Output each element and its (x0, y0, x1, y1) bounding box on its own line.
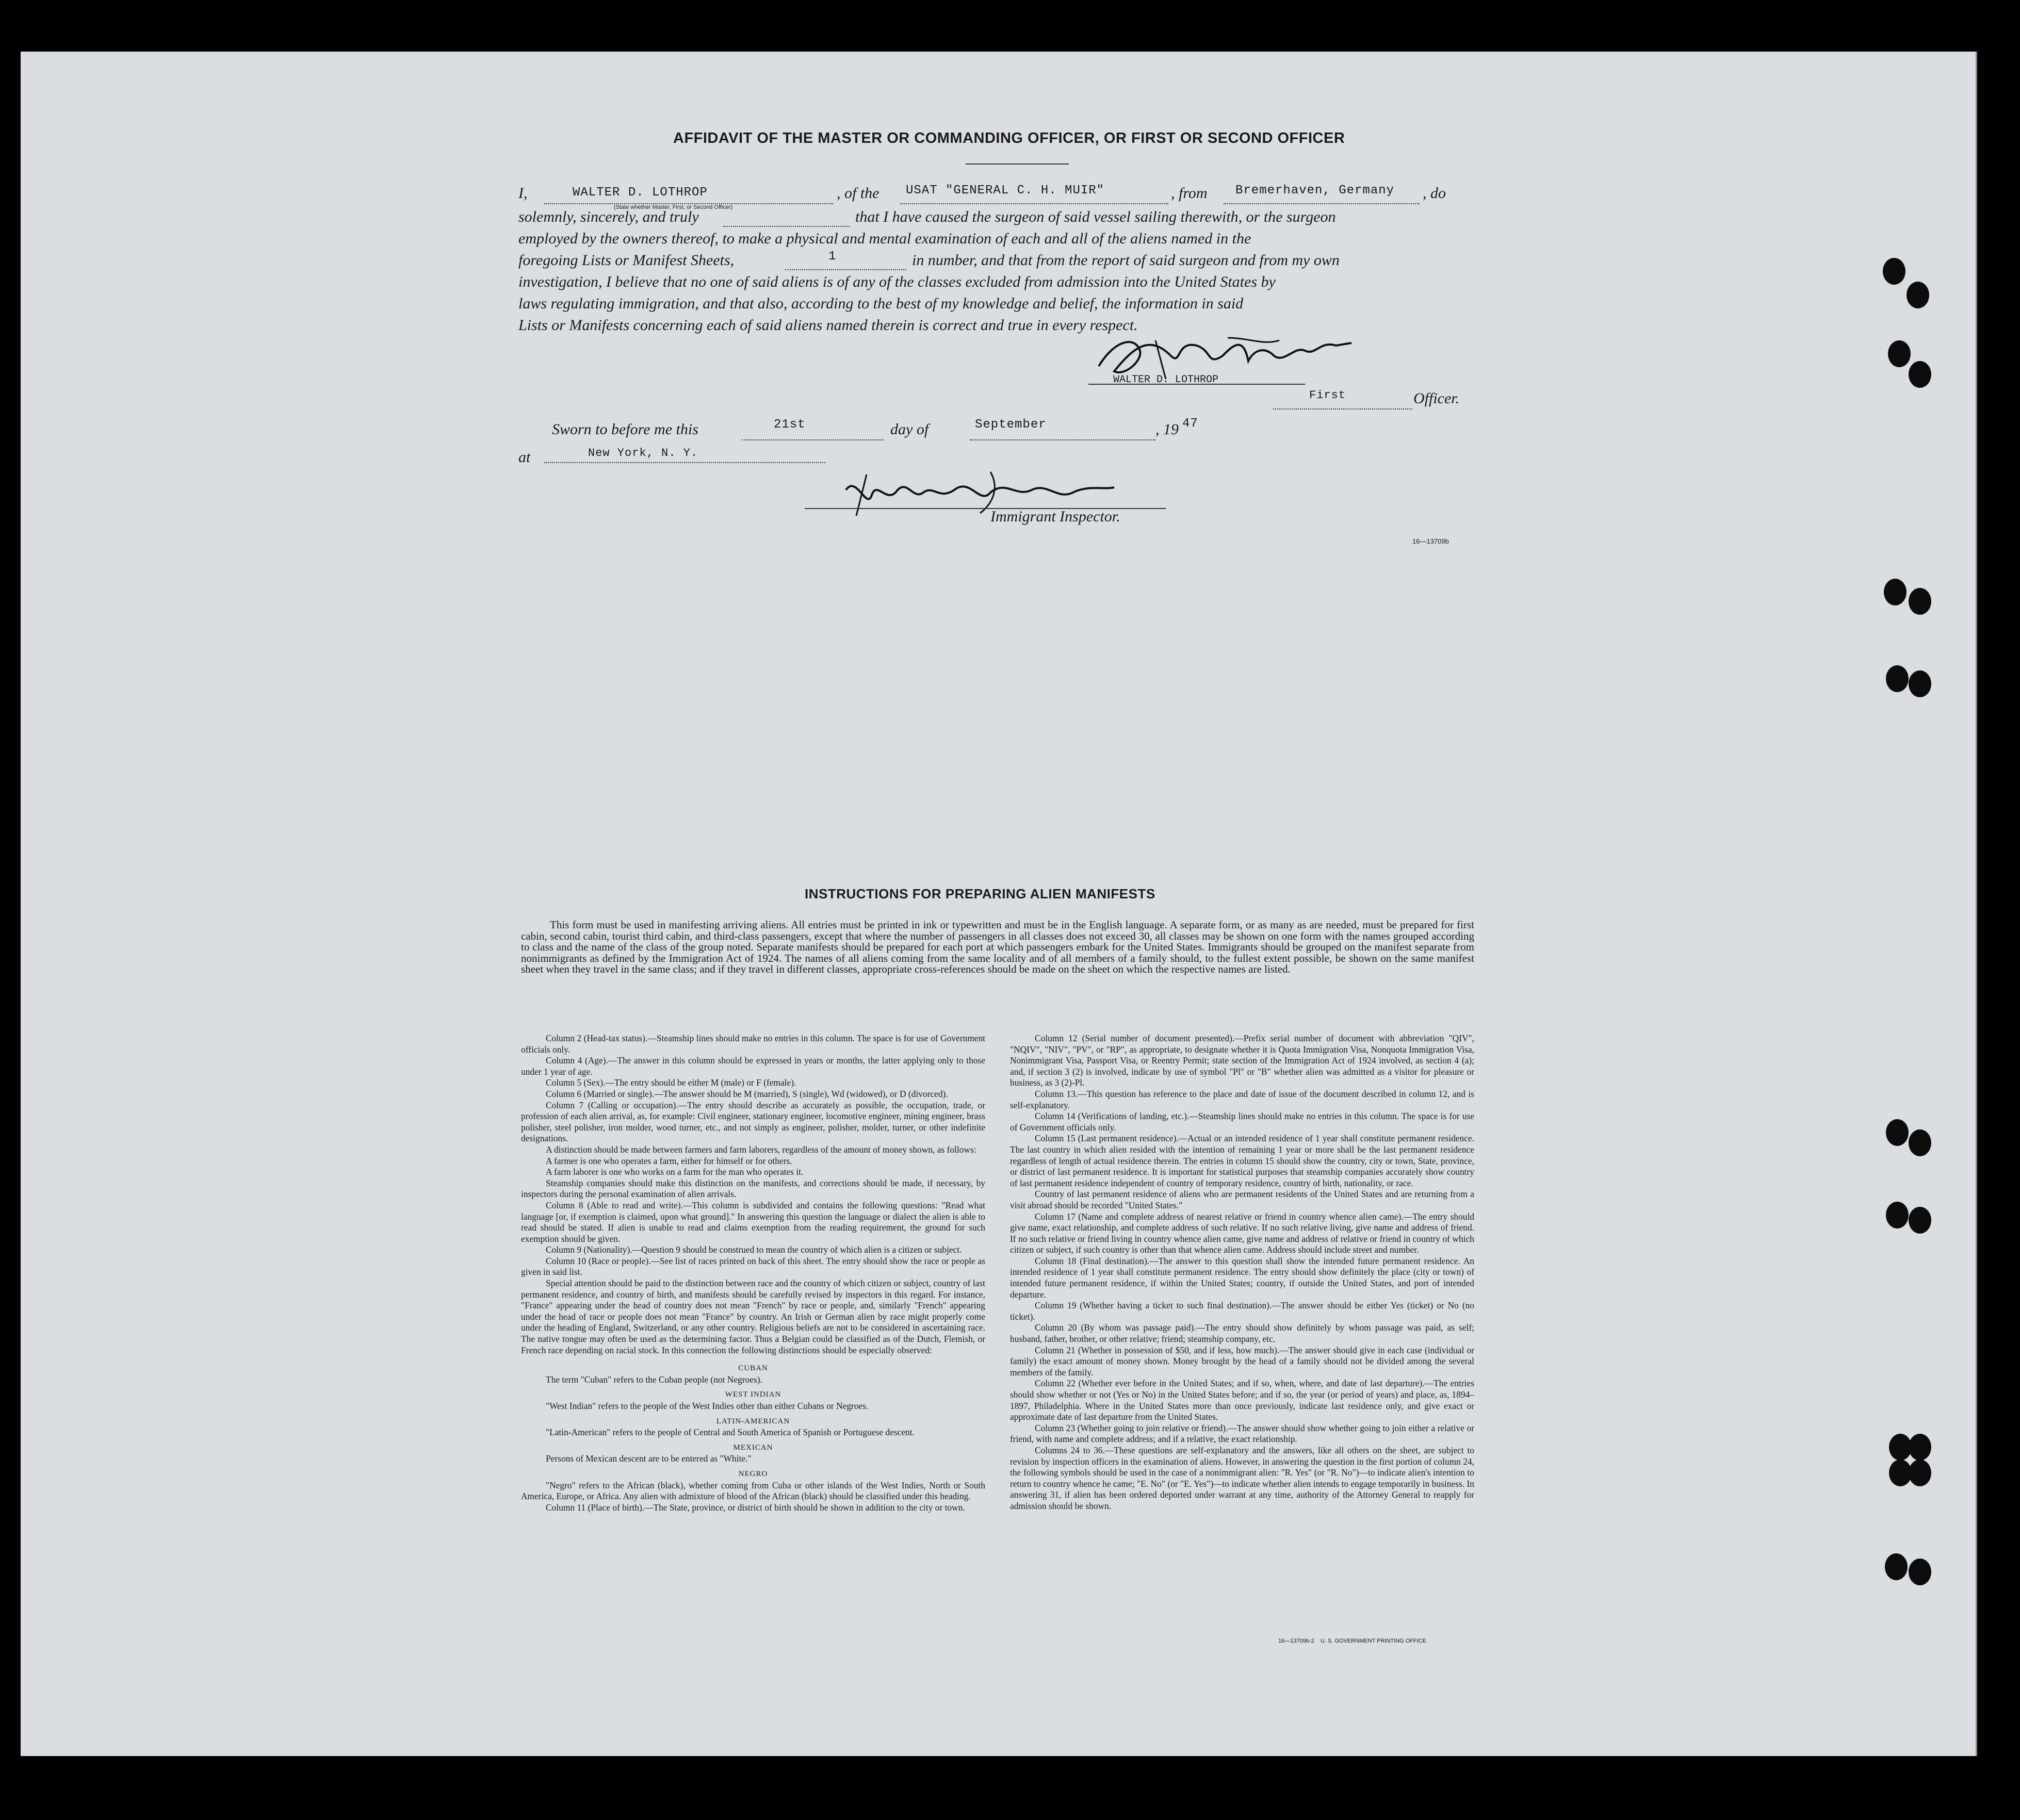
heading-west-indian: WEST INDIAN (725, 1390, 781, 1399)
left-paragraph: Special attention should be paid to the distinction between race and the country of which citizen or subject, country of last permanent residence, and country of birth, and manifests should be carefully revised by inspectors in this regard. For instance, "France" appearing under the head of country does not mean "French" by race or people, and, similarly "French" appearing under the head of race or people does not mean "France" by country. An Irish or German alien by race might properly come under the heading of England, Switzerland, or any other country. Religious beliefs are not to be considered in ascertaining race. The native tongue may often be used as the determining factor. Thus a Belgian could be classified as of the Dutch, Flemish, or French race depending on racial stock. In this connection the following distinctions should be especially observed: (521, 1278, 985, 1355)
negro-text: "Negro" refers to the African (black), whether coming from Cuba or other islands of the West Indies, North or South America, Europe, or Africa. Any alien with admixture of blood of the African (black) should be classified under this heading. (521, 1480, 985, 1502)
left-paragraph: Column 10 (Race or people).—See list of races printed on back of this sheet. The entry should show the race or people as given in said list. (521, 1255, 985, 1277)
punch-hole (1909, 1460, 1931, 1486)
affidavit-title: AFFIDAVIT OF THE MASTER OR COMMANDING OFFICER, OR FIRST OR SECOND OFFICER (673, 130, 1345, 146)
affidavit-line-2b: that I have caused the surgeon of said vessel sailing therewith, or the surgeon (855, 208, 1336, 225)
sworn-place: New York, N. Y. (588, 447, 698, 460)
right-paragraph: Column 20 (By whom was passage paid).—The entry should show definitely by whom passage was paid, as self; husband, father, brother, or other relative; friend; steamship company, etc. (1010, 1322, 1474, 1344)
affidavit-line-5: investigation, I believe that no one of said aliens is of any of the classes excluded from admission into the United States by (518, 273, 1276, 290)
punch-hole (1885, 1553, 1908, 1580)
left-paragraph: Column 4 (Age).—The answer in this column should be expressed in years or months, the latter applying only to those under 1 year of age. (521, 1055, 985, 1077)
right-paragraph: Column 21 (Whether in possession of $50, and if less, how much).—The answer should give in each case (individual or family) the exact amount of money shown. Money brought by the head of a family should not be divided among the several members of the family. (1010, 1344, 1474, 1378)
printing-footer: 16—13709b-2 U. S. GOVERNMENT PRINTING OFFICE (1278, 1638, 1427, 1644)
day-line (742, 439, 884, 440)
punch-hole (1883, 258, 1905, 285)
affidavit-line-3: employed by the owners thereof, to make a physical and mental examination of each and all of the aliens named in the (518, 230, 1251, 247)
punch-hole (1909, 1129, 1931, 1156)
day-of-label: day of (890, 421, 929, 438)
affidavit-line-4b: in number, and that from the report of said surgeon and from my own (912, 252, 1340, 269)
place-line (544, 462, 825, 463)
signer-typed-name: WALTER D. LOTHROP (1113, 374, 1219, 386)
sworn-day: 21st (774, 418, 806, 432)
port-line (1224, 203, 1420, 204)
instructions-right-column (1010, 1033, 1474, 1512)
left-paragraph: Steamship companies should make this distinction on the manifests, and corrections should be made, if necessary, by inspectors during the personal examination of alien arrivals. (521, 1177, 985, 1200)
punch-hole (1909, 361, 1931, 388)
punch-hole (1909, 670, 1931, 697)
latin-american-text: "Latin-American" refers to the people of Central and South America of Spanish or Portuguese descent. (546, 1427, 915, 1438)
right-paragraph: Column 22 (Whether ever before in the United States; and if so, when, where, and date of last departure).—The entries should show whether or not (Yes or No) in the United States before; and if so, the year (or period of years) and place, as, 1894–1897, Philadelphia. Where in the United States more than once previously, indicate last residence only, and give exact or approximate date of last departure from the United States. (1010, 1378, 1474, 1422)
punch-hole (1907, 282, 1929, 308)
officer-rank: First (1309, 389, 1346, 402)
column-11-text: Column 11 (Place of birth).—The State, province, or district of birth should be shown in addition to the city or town. (546, 1502, 965, 1513)
sworn-year: 47 (1182, 417, 1198, 431)
heading-latin-american: LATIN-AMERICAN (716, 1417, 790, 1425)
do-label: , do (1423, 185, 1446, 202)
rank-line (1273, 408, 1412, 409)
heading-cuban: CUBAN (738, 1364, 768, 1373)
right-paragraph: Column 13.—This question has reference to the place and date of issue of the document described in column 12, and is self-explanatory. (1010, 1088, 1474, 1110)
left-paragraph: Column 7 (Calling or occupation).—The entry should describe as accurately as possible, the occupation, trade, or profession of each alien arrival, as, for example: Civil engineer, stationary engineer, locomotive engineer, mining engineer, brass polisher, steel polisher, iron molder, wood turner, etc., and not simply as engineer, polisher, molder, turner, or other indefinite designations. (521, 1100, 985, 1144)
instructions-left-column (521, 1033, 985, 1513)
right-paragraph: Column 12 (Serial number of document presented).—Prefix serial number of document with abbreviation "QIV", "NQIV", "NIV", "PV", or "RP", as appropriate, to designate whether it is Quota Immigration Visa, Nonquota Immigration Visa, Nonimmigrant Visa, Passport Visa, or Reentry Permit; state section of the Immigration Act of 1924 involved, as section 4 (a); and, if section 3 (2) is involved, indicate by use of symbol "Pl" or "B" whether alien was admitted as a visitor for pleasure or business, as 3 (2)-Pl. (1010, 1033, 1474, 1088)
right-paragraph: Column 17 (Name and complete address of nearest relative or friend in country whence alien came).—The entry should give name, exact relationship, and complete address of such relative. If no such relative living, give name and address of friend. If no such relative or friend living in country whence alien came, give name and address of relative or friend in country of which citizen or subject, if such country is other than that whence alien came. Address should include street and number. (1010, 1211, 1474, 1255)
vessel-name: USAT "GENERAL C. H. MUIR" (906, 184, 1105, 198)
affidavit-line-2a: solemnly, sincerely, and truly (518, 208, 699, 225)
officer-name: WALTER D. LOTHROP (573, 186, 708, 200)
from-label: , from (1171, 185, 1208, 202)
right-paragraph: Column 15 (Last permanent residence).—Actual or an intended residence of 1 year shall constitute permanent residence. The last country in which alien resided with the intention of remaining 1 year or more shall be the last permanent residence regardless of length of actual residence therein. The entries in column 15 should show the country, city or town, State, province, or district of last permanent residence. It is important for statistical purposes that steamship companies accurately show country of last permanent residence independent of country of temporary residence, country of birth, nationality, or race. (1010, 1133, 1474, 1188)
name-caption: (State whether Master, First, or Second Officer) (614, 204, 733, 210)
punch-hole (1909, 1434, 1931, 1461)
affidavit-i: I, (518, 185, 528, 202)
sworn-month: September (975, 418, 1047, 432)
punch-hole (1886, 665, 1909, 692)
inspector-label: Immigrant Inspector. (990, 508, 1120, 525)
right-paragraph: Column 14 (Verifications of landing, etc.).—Steamship lines should make no entries in this column. The space is for use of Government officials only. (1010, 1111, 1474, 1133)
sheet-count: 1 (828, 250, 837, 264)
right-paragraph: Column 19 (Whether having a ticket to such final destination).—The answer should be either Yes (ticket) or No (no ticket). (1010, 1300, 1474, 1322)
left-paragraph: Column 6 (Married or single).—The answer should be M (married), S (single), Wd (widowed), or D (divorced). (546, 1088, 948, 1099)
heading-negro: NEGRO (738, 1469, 768, 1478)
right-paragraph: Columns 24 to 36.—These questions are self-explanatory and the answers, like all others on the sheet, are subject to revision by inspection officers in the examination of aliens. However, in answering the question in the first portion of column 24, the following symbols should be used in the case of a nonimmigrant alien: "R. Yes" (or "R. No")—to indicate alien's intention to return to country whence he came; "E. No" (or "E. Yes")—to indicate whether alien intends to engage temporarily in business. In answering 31, if alien has been ordered deported under warrant at any time, authority of the Attorney General to reapply for admission should be shown. (1010, 1445, 1474, 1511)
left-paragraph: Column 2 (Head-tax status).—Steamship lines should make no entries in this column. The space is for use of Government officials only. (521, 1033, 985, 1055)
form-number: 16—13709b (1412, 537, 1449, 545)
port-name: Bremerhaven, Germany (1235, 184, 1395, 198)
mexican-text: Persons of Mexican descent are to be entered as "White." (546, 1453, 752, 1464)
punch-hole (1909, 1559, 1931, 1585)
at-label: at (518, 449, 531, 466)
blank-line (723, 226, 850, 227)
punch-hole (1909, 588, 1931, 615)
affidavit-line-7: Lists or Manifests concerning each of said aliens named therein is correct and true in every respect. (518, 317, 1138, 334)
vessel-line (900, 203, 1168, 204)
right-paragraph: Country of last permanent residence of aliens who are permanent residents of the United States and are returning from a visit abroad should be recorded "United States." (1010, 1189, 1474, 1210)
left-paragraph: Column 9 (Nationality).—Question 9 should be construed to mean the country of which alien is a citizen or subject. (546, 1244, 962, 1255)
title-rule (966, 163, 1069, 165)
punch-hole (1886, 1119, 1909, 1146)
west-indian-text: "West Indian" refers to the people of the West Indies other than either Cubans or Negroes. (546, 1401, 869, 1411)
punch-hole (1888, 340, 1911, 367)
left-paragraph: A distinction should be made between farmers and farm laborers, regardless of the amount of money shown, as follows: (546, 1144, 976, 1155)
instructions-title: INSTRUCTIONS FOR PREPARING ALIEN MANIFESTS (805, 886, 1155, 901)
sworn-label: Sworn to before me this (552, 421, 698, 438)
punch-hole (1909, 1207, 1931, 1234)
officer-label: Officer. (1413, 390, 1460, 407)
left-paragraph: Column 8 (Able to read and write).—This column is subdivided and contains the following questions: "Read what language [or, if exemption is claimed, upon what ground]." In answering this question the language or dialect the alien is able to read should be stated. If alien is unable to read and claims exemption from the reading requirement, the ground for such exemption should be given. (521, 1200, 985, 1244)
right-paragraph: Column 18 (Final destination).—The answer to this question shall show the intended future permanent residence. An intended residence of 1 year shall constitute permanent residence. The entry should show definitely the place (city or town) of intended future permanent residence, if within the United States; country, if outside the United States, and port of intended departure. (1010, 1255, 1474, 1300)
affidavit-line-4a: foregoing Lists or Manifest Sheets, (518, 252, 735, 269)
instructions-intro: This form must be used in manifesting arriving aliens. All entries must be printed in ink or typewritten and must be in the English language. A separate form, or as many as are needed, must be prepared for first cabin, second cabin, tourist third cabin, and third-class passengers, except that where the number of passengers in all classes does not exceed 30, all classes may be shown on one form with the names grouped according to class and the name of the class of the group noted. Separate manifests should be prepared for each port at which passengers embark for the United States. Immigrants should be grouped on the manifest separate from nonimmigrants as defined by the Immigration Act of 1924. The names of all aliens coming from the same locality and of all members of a family should, to the fullest extent possible, be shown on the same manifest sheet when they travel in the same class; and if they travel in different classes, appropriate cross-references should be made on the sheet on which the respective names are listed. (521, 919, 1474, 975)
left-paragraph: A farmer is one who operates a farm, either for himself or for others. (546, 1155, 792, 1166)
cuban-text: The term "Cuban" refers to the Cuban people (not Negroes). (546, 1374, 762, 1385)
year-prefix: , 19 (1155, 421, 1179, 438)
heading-mexican: MEXICAN (733, 1443, 773, 1452)
page-edge (1976, 52, 1977, 1756)
affidavit-line-6: laws regulating immigration, and that also, according to the best of my knowledge and belief, the information in said (518, 295, 1244, 312)
left-paragraph: Column 5 (Sex).—The entry should be either M (male) or F (female). (546, 1077, 796, 1088)
sheets-line (785, 269, 906, 270)
punch-hole (1886, 1202, 1909, 1228)
punch-hole (1884, 579, 1907, 605)
left-paragraph: A farm laborer is one who works on a farm for the man who operates it. (546, 1167, 804, 1177)
month-line (970, 439, 1155, 440)
right-paragraph: Column 23 (Whether going to join relative or friend).—The answer should show whether going to join either a relative or friend, with name and complete address; and if a relative, the exact relationship. (1010, 1422, 1474, 1445)
of-the-label: , of the (837, 185, 879, 202)
